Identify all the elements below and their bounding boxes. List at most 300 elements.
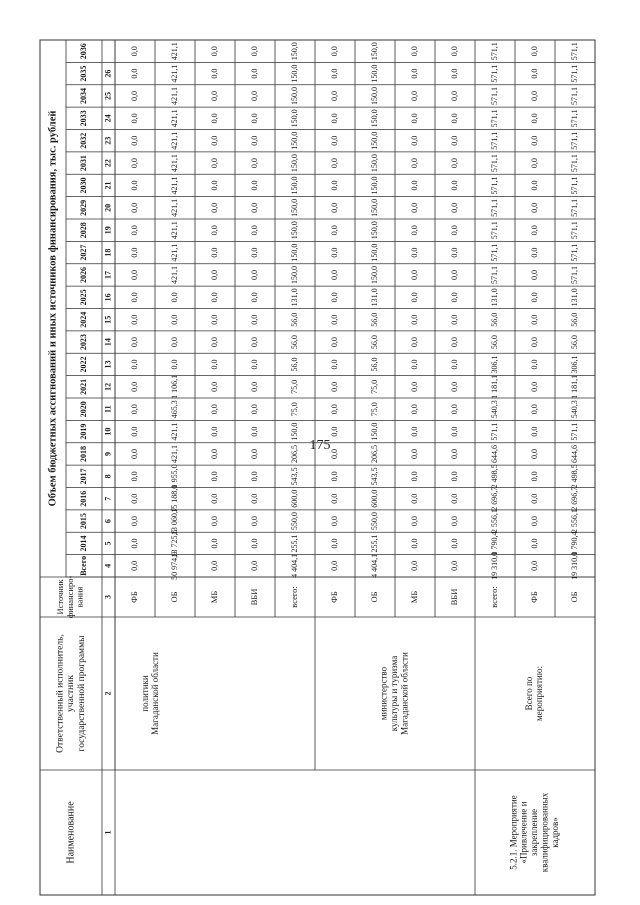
value-cell: 0,0	[449, 381, 459, 392]
source-cell: ФБ	[528, 591, 539, 603]
measure-name: квалифицированных	[539, 792, 550, 873]
value-cell: 644,6	[569, 444, 579, 463]
value-cell: 0,0	[209, 180, 219, 191]
value-cell: 0,0	[449, 493, 459, 504]
header-executor: Ответственный исполнитель,	[55, 634, 66, 753]
value-cell: 19 310,0	[489, 551, 499, 580]
value-cell: 0,0	[249, 113, 259, 124]
column-number: 12	[103, 382, 113, 391]
value-cell: 0,0	[129, 225, 139, 236]
value-cell: 0,0	[249, 135, 259, 146]
value-cell: 0,0	[249, 404, 259, 415]
value-cell: 0,0	[209, 560, 219, 571]
header-executor: государственной программы	[77, 635, 88, 752]
measure-name: кадров»	[549, 817, 560, 848]
value-cell: 571,1	[569, 422, 579, 441]
value-cell: 150,0	[289, 176, 299, 195]
value-cell: 2 556,1	[569, 509, 579, 534]
value-cell: 0,0	[209, 314, 219, 325]
value-cell: 0,0	[209, 337, 219, 348]
value-cell: 150,0	[289, 422, 299, 441]
value-cell: 0,0	[329, 247, 339, 258]
value-cell: 0,0	[209, 381, 219, 392]
column-number: 1	[103, 830, 113, 835]
value-cell: 0,0	[529, 269, 539, 280]
value-cell: 0,0	[329, 493, 339, 504]
value-cell: 0,0	[409, 225, 419, 236]
header-year: 2030	[78, 177, 88, 194]
value-cell: 571,1	[569, 176, 579, 195]
source-cell: ОБ	[568, 591, 579, 603]
value-cell: 0,0	[529, 314, 539, 325]
value-cell: 0,0	[249, 493, 259, 504]
value-cell: 0,0	[249, 180, 259, 191]
value-cell: 2 696,7	[489, 486, 499, 511]
value-cell: 75,0	[369, 402, 379, 417]
column-number: 14	[103, 338, 113, 347]
executor-label: мероприятию:	[534, 666, 545, 721]
value-cell: 571,1	[489, 422, 499, 441]
header-year: 2019	[78, 423, 88, 440]
value-cell: 550,0	[369, 512, 379, 531]
source-cell: ФБ	[328, 591, 339, 603]
value-cell: 0,0	[129, 68, 139, 79]
value-cell: 0,0	[449, 113, 459, 124]
value-cell: 0,0	[329, 113, 339, 124]
value-cell: 150,0	[289, 265, 299, 284]
column-number: 23	[103, 136, 113, 145]
value-cell: 0,0	[449, 359, 459, 370]
value-cell: 0,0	[129, 113, 139, 124]
value-cell: 1 790,4	[569, 531, 579, 556]
header-year: 2028	[78, 222, 88, 239]
value-cell: 0,0	[209, 359, 219, 370]
header-year: 2031	[78, 155, 88, 172]
value-cell: 0,0	[249, 292, 259, 303]
value-cell: 0,0	[529, 68, 539, 79]
value-cell: 150,0	[289, 109, 299, 128]
column-number: 4	[103, 563, 113, 568]
executor-label: культуры и туризма	[389, 655, 400, 732]
column-number: 18	[103, 248, 113, 257]
header-year: 2023	[78, 334, 88, 351]
value-cell: 50 974,9	[169, 551, 179, 580]
header-year: 2020	[78, 401, 88, 418]
value-cell: 0,0	[209, 404, 219, 415]
value-cell: 0,0	[209, 247, 219, 258]
value-cell: 131,0	[369, 288, 379, 307]
value-cell: 150,0	[369, 243, 379, 262]
value-cell: 56,0	[569, 335, 579, 350]
value-cell: 0,0	[129, 426, 139, 437]
table-frame	[40, 40, 595, 895]
value-cell: 571,1	[569, 265, 579, 284]
header-source: финансиро-	[64, 575, 75, 619]
value-cell: 0,0	[529, 46, 539, 57]
page-number: 175	[309, 438, 331, 453]
value-cell: 0,0	[249, 471, 259, 482]
value-cell: 4 404,1	[369, 553, 379, 578]
value-cell: 0,0	[529, 90, 539, 101]
value-cell: 421,1	[169, 198, 179, 217]
value-cell: 0,0	[329, 404, 339, 415]
value-cell: 571,1	[489, 243, 499, 262]
value-cell: 571,1	[569, 109, 579, 128]
value-cell: 131,0	[289, 288, 299, 307]
value-cell: 571,1	[489, 131, 499, 150]
column-number: 15	[103, 315, 113, 324]
value-cell: 421,1	[169, 154, 179, 173]
value-cell: 0,0	[129, 247, 139, 258]
value-cell: 0,0	[409, 158, 419, 169]
column-number: 2	[103, 691, 113, 696]
value-cell: 0,0	[129, 158, 139, 169]
value-cell: 0,0	[249, 46, 259, 57]
value-cell: 0,0	[209, 516, 219, 527]
value-cell: 0,0	[409, 180, 419, 191]
value-cell: 150,0	[369, 109, 379, 128]
value-cell: 0,0	[409, 471, 419, 482]
header-year: 2022	[78, 356, 88, 373]
value-cell: 0,0	[329, 516, 339, 527]
value-cell: 0,0	[449, 516, 459, 527]
value-cell: 0,0	[129, 202, 139, 213]
value-cell: 0,0	[449, 560, 459, 571]
value-cell: 2 498,5	[489, 464, 499, 489]
value-cell: 150,0	[289, 131, 299, 150]
value-cell: 0,0	[449, 225, 459, 236]
value-cell: 0,0	[129, 135, 139, 146]
column-number: 5	[103, 541, 113, 546]
value-cell: 150,0	[289, 64, 299, 83]
value-cell: 0,0	[129, 538, 139, 549]
column-number: 9	[103, 451, 113, 456]
value-cell: 0,0	[449, 292, 459, 303]
value-cell: 0,0	[529, 135, 539, 146]
value-cell: 0,0	[249, 247, 259, 258]
value-cell: 0,0	[129, 292, 139, 303]
value-cell: 1 790,4	[489, 531, 499, 556]
value-cell: 150,0	[369, 198, 379, 217]
value-cell: 0,0	[529, 493, 539, 504]
value-cell: 0,0	[529, 292, 539, 303]
value-cell: 150,0	[289, 243, 299, 262]
value-cell: 150,0	[289, 86, 299, 105]
value-cell: 600,0	[289, 489, 299, 508]
value-cell: 150,0	[289, 221, 299, 240]
value-cell: 0,0	[409, 426, 419, 437]
value-cell: 0,0	[409, 314, 419, 325]
value-cell: 4 404,1	[289, 553, 299, 578]
column-number: 16	[103, 293, 113, 302]
value-cell: 150,0	[369, 131, 379, 150]
value-cell: 0,0	[449, 337, 459, 348]
value-cell: 150,0	[369, 154, 379, 173]
value-cell: 571,1	[489, 265, 499, 284]
value-cell: 206,5	[369, 444, 379, 463]
value-cell: 0,0	[409, 113, 419, 124]
value-cell: 0,0	[449, 90, 459, 101]
value-cell: 0,0	[249, 381, 259, 392]
value-cell: 0,0	[529, 426, 539, 437]
value-cell: 571,1	[489, 64, 499, 83]
header-year: 2026	[78, 266, 88, 283]
value-cell: 255,1	[369, 534, 379, 553]
value-cell: 56,0	[569, 312, 579, 327]
value-cell: 0,0	[409, 381, 419, 392]
value-cell: 571,1	[569, 64, 579, 83]
source-cell: ФБ	[128, 591, 139, 603]
value-cell: 0,0	[329, 359, 339, 370]
header-year: 2027	[78, 244, 88, 261]
value-cell: 421,1	[169, 64, 179, 83]
value-cell: 0,0	[249, 426, 259, 437]
header-executor: участник	[66, 675, 77, 712]
value-cell: 0,0	[249, 90, 259, 101]
column-number: 10	[103, 427, 113, 436]
value-cell: 0,0	[129, 560, 139, 571]
value-cell: 0,0	[129, 314, 139, 325]
value-cell: 0,0	[449, 538, 459, 549]
value-cell: 0,0	[409, 404, 419, 415]
value-cell: 0,0	[209, 538, 219, 549]
value-cell: 0,0	[209, 448, 219, 459]
value-cell: 0,0	[449, 269, 459, 280]
value-cell: 15 188,0	[169, 484, 179, 513]
value-cell: 56,0	[289, 357, 299, 372]
header-source: Источник	[55, 579, 66, 615]
value-cell: 306,1	[489, 355, 499, 374]
value-cell: 0,0	[329, 314, 339, 325]
value-cell: 0,0	[529, 225, 539, 236]
column-number: 22	[103, 159, 113, 168]
value-cell: 0,0	[129, 448, 139, 459]
value-cell: 0,0	[409, 247, 419, 258]
value-cell: 0,0	[409, 560, 419, 571]
value-cell: 0,0	[329, 426, 339, 437]
value-cell: 56,0	[489, 312, 499, 327]
value-cell: 1 181,1	[569, 374, 579, 399]
source-cell: всего:	[288, 586, 299, 608]
value-cell: 13 060,7	[169, 507, 179, 536]
executor-label: министерство	[378, 666, 389, 721]
value-cell: 150,0	[369, 422, 379, 441]
value-cell: 0,0	[449, 314, 459, 325]
value-cell: 0,0	[529, 180, 539, 191]
value-cell: 571,1	[489, 198, 499, 217]
value-cell: 540,3	[489, 400, 499, 419]
value-cell: 0,0	[209, 292, 219, 303]
value-cell: 0,0	[529, 448, 539, 459]
value-cell: 0,0	[329, 381, 339, 392]
value-cell: 421,1	[169, 176, 179, 195]
value-cell: 1 181,1	[489, 374, 499, 399]
value-cell: 0,0	[169, 292, 179, 303]
source-cell: ОБ	[168, 591, 179, 603]
header-year: 2015	[78, 513, 88, 530]
value-cell: 0,0	[409, 68, 419, 79]
value-cell: 0,0	[409, 516, 419, 527]
value-cell: 0,0	[409, 46, 419, 57]
value-cell: 421,1	[169, 131, 179, 150]
source-cell: ВБИ	[248, 588, 259, 606]
column-number: 19	[103, 226, 113, 235]
value-cell: 0,0	[209, 46, 219, 57]
value-cell: 0,0	[249, 269, 259, 280]
value-cell: 0,0	[449, 158, 459, 169]
header-year: 2024	[78, 311, 88, 328]
executor-label: Магаданской области	[399, 652, 410, 735]
column-number: 6	[103, 519, 113, 524]
value-cell: 0,0	[529, 247, 539, 258]
header-year: 2021	[78, 378, 88, 395]
value-cell: 0,0	[449, 471, 459, 482]
value-cell: 0,0	[129, 381, 139, 392]
value-cell: 206,5	[289, 444, 299, 463]
value-cell: 421,1	[169, 42, 179, 61]
value-cell: 0,0	[209, 269, 219, 280]
value-cell: 1 955,0	[169, 464, 179, 489]
header-year: 2014	[78, 535, 88, 552]
value-cell: 421,1	[169, 265, 179, 284]
value-cell: 644,6	[489, 444, 499, 463]
header-year: 2029	[78, 199, 88, 216]
value-cell: 571,1	[569, 154, 579, 173]
value-cell: 0,0	[209, 471, 219, 482]
value-cell: 150,0	[289, 154, 299, 173]
value-cell: 421,1	[169, 221, 179, 240]
value-cell: 0,0	[129, 90, 139, 101]
column-number: 11	[103, 405, 113, 413]
value-cell: 56,0	[489, 335, 499, 350]
value-cell: 571,1	[489, 109, 499, 128]
value-cell: 0,0	[129, 269, 139, 280]
value-cell: 421,1	[169, 243, 179, 262]
value-cell: 150,0	[369, 64, 379, 83]
value-cell: 0,0	[249, 560, 259, 571]
value-cell: 56,0	[369, 335, 379, 350]
value-cell: 0,0	[169, 314, 179, 325]
measure-name: «Привлечение и	[518, 801, 529, 864]
value-cell: 0,0	[129, 46, 139, 57]
value-cell: 0,0	[129, 516, 139, 527]
value-cell: 0,0	[529, 471, 539, 482]
executor-label: политики	[139, 675, 150, 712]
value-cell: 0,0	[409, 337, 419, 348]
value-cell: 0,0	[329, 560, 339, 571]
value-cell: 75,0	[369, 379, 379, 394]
value-cell: 0,0	[209, 426, 219, 437]
value-cell: 0,0	[329, 90, 339, 101]
column-number: 7	[103, 496, 113, 501]
value-cell: 571,1	[569, 86, 579, 105]
header-year: 2033	[78, 110, 88, 127]
value-cell: 0,0	[409, 202, 419, 213]
value-cell: 571,1	[569, 42, 579, 61]
value-cell: 0,0	[329, 135, 339, 146]
value-cell: 543,5	[289, 467, 299, 486]
value-cell: 150,0	[289, 42, 299, 61]
column-number: 8	[103, 474, 113, 479]
value-cell: 0,0	[249, 448, 259, 459]
value-cell: 600,0	[369, 489, 379, 508]
column-number: 3	[103, 595, 113, 599]
value-cell: 0,0	[449, 247, 459, 258]
value-cell: 0,0	[529, 359, 539, 370]
value-cell: 56,0	[369, 312, 379, 327]
value-cell: 0,0	[529, 202, 539, 213]
value-cell: 56,0	[369, 357, 379, 372]
value-cell: 255,1	[289, 534, 299, 553]
source-cell: МБ	[208, 590, 219, 604]
value-cell: 0,0	[329, 538, 339, 549]
source-cell: МБ	[408, 590, 419, 604]
value-cell: 0,0	[209, 202, 219, 213]
value-cell: 0,0	[249, 314, 259, 325]
value-cell: 150,0	[369, 221, 379, 240]
executor-label: Всего по	[523, 676, 534, 711]
value-cell: 75,0	[289, 379, 299, 394]
value-cell: 0,0	[409, 292, 419, 303]
value-cell: 0,0	[529, 113, 539, 124]
value-cell: 0,0	[249, 225, 259, 236]
value-cell: 0,0	[209, 68, 219, 79]
column-number: 25	[103, 91, 113, 100]
value-cell: 13 725,5	[169, 529, 179, 558]
value-cell: 0,0	[129, 359, 139, 370]
value-cell: 19 310,0	[569, 551, 579, 580]
value-cell: 0,0	[529, 158, 539, 169]
value-cell: 0,0	[209, 135, 219, 146]
value-cell: 465,3	[169, 400, 179, 419]
header-name: Наименование	[65, 801, 77, 864]
value-cell: 0,0	[129, 471, 139, 482]
column-number: 20	[103, 203, 113, 212]
value-cell: 0,0	[249, 68, 259, 79]
value-cell: 0,0	[249, 359, 259, 370]
value-cell: 571,1	[489, 154, 499, 173]
value-cell: 0,0	[249, 158, 259, 169]
value-cell: 543,5	[369, 467, 379, 486]
value-cell: 0,0	[329, 46, 339, 57]
value-cell: 75,0	[289, 402, 299, 417]
value-cell: 0,0	[529, 404, 539, 415]
value-cell: 0,0	[449, 426, 459, 437]
value-cell: 0,0	[409, 135, 419, 146]
value-cell: 150,0	[369, 42, 379, 61]
value-cell: 0,0	[329, 180, 339, 191]
value-cell: 571,1	[489, 176, 499, 195]
value-cell: 0,0	[249, 337, 259, 348]
header-total: Всего	[78, 555, 88, 576]
source-cell: ВБИ	[448, 588, 459, 606]
value-cell: 571,1	[569, 221, 579, 240]
header-year: 2032	[78, 132, 88, 149]
value-cell: 0,0	[409, 90, 419, 101]
value-cell: 0,0	[329, 471, 339, 482]
value-cell: 0,0	[449, 135, 459, 146]
value-cell: 2 498,5	[569, 464, 579, 489]
header-year: 2034	[78, 87, 88, 104]
value-cell: 150,0	[369, 265, 379, 284]
rotated-table	[40, 40, 595, 895]
value-cell: 421,1	[169, 422, 179, 441]
measure-name: 5.2.1. Мероприятие	[508, 795, 519, 870]
value-cell: 56,0	[289, 312, 299, 327]
value-cell: 0,0	[449, 202, 459, 213]
value-cell: 0,0	[409, 448, 419, 459]
value-cell: 0,0	[209, 90, 219, 101]
